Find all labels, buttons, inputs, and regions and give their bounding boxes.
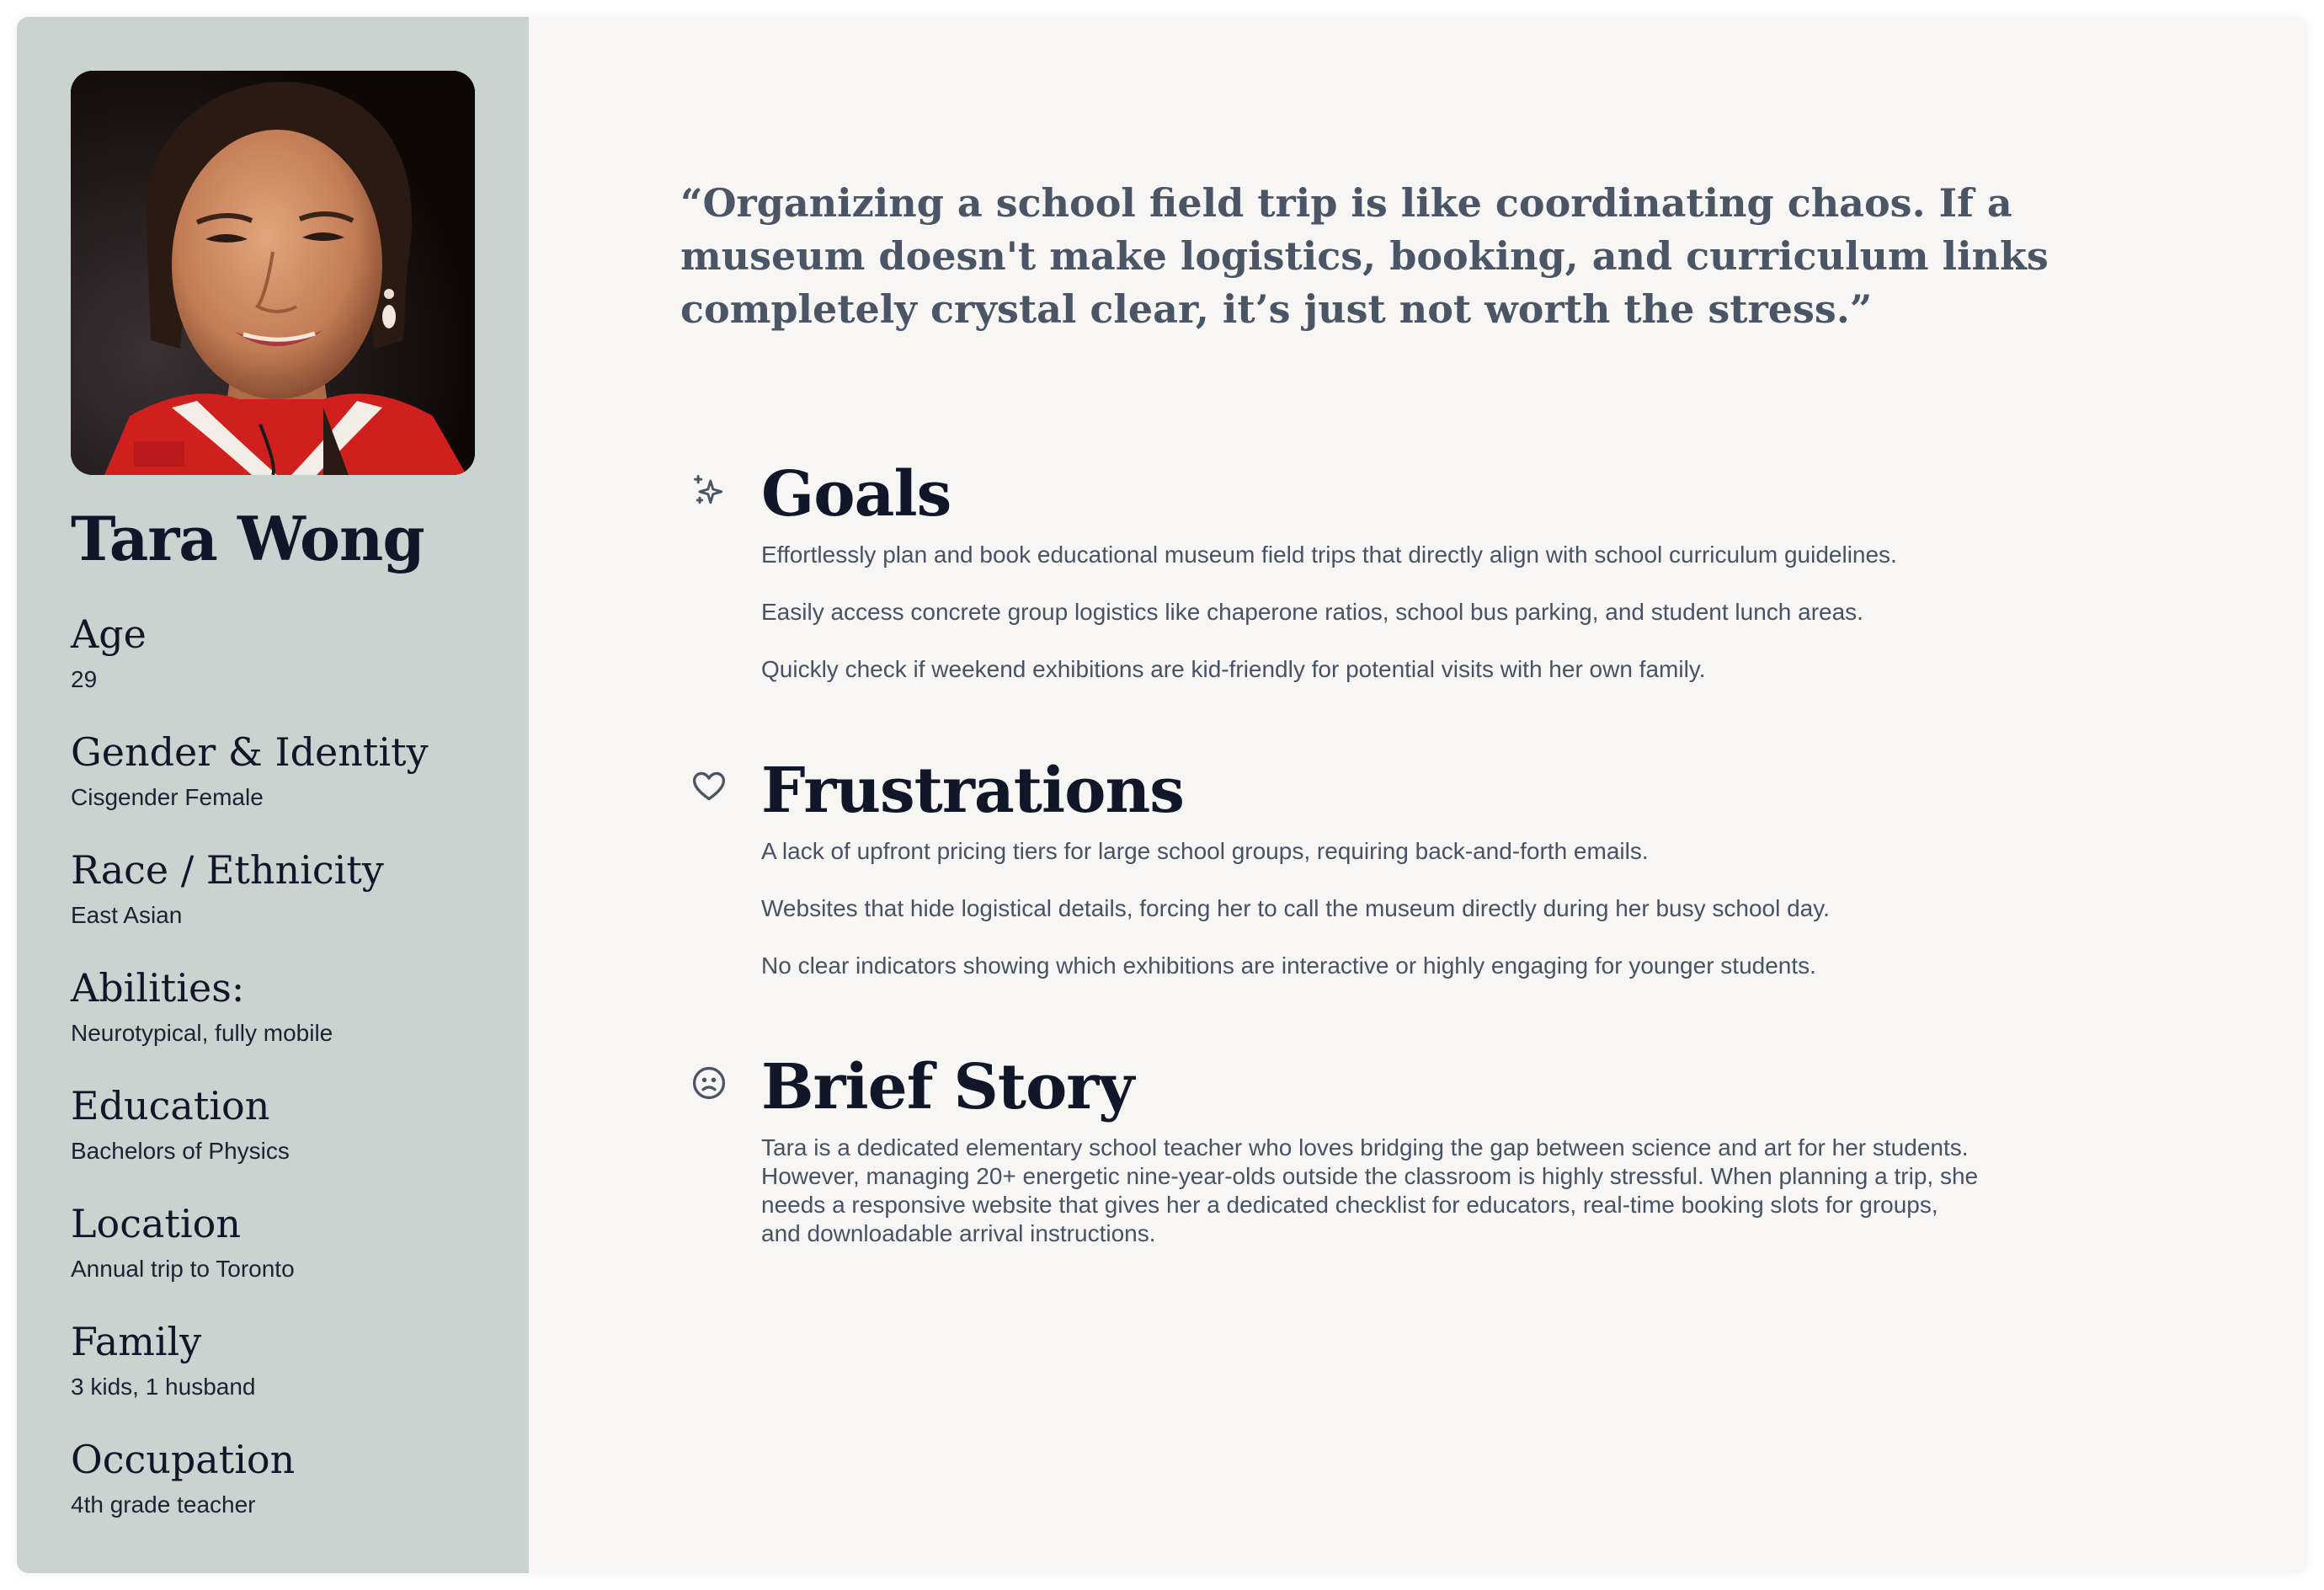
goal-item: Easily access concrete group logistics like chaperone ratios, school bus parking, and student lunch areas. bbox=[761, 599, 1863, 625]
attribute-list bbox=[71, 608, 509, 1551]
attribute-label: Education bbox=[71, 1083, 270, 1128]
attribute-gender-identity bbox=[71, 726, 509, 844]
persona-name: Tara Wong bbox=[71, 503, 424, 574]
attribute-label: Age bbox=[71, 611, 147, 657]
attribute-label: Race / Ethnicity bbox=[71, 847, 384, 893]
persona-photo bbox=[71, 71, 475, 475]
goal-item: Quickly check if weekend exhibitions are kid-friendly for potential visits with her own family. bbox=[761, 656, 1706, 682]
attribute-location bbox=[71, 1198, 509, 1315]
attribute-value: Annual trip to Toronto bbox=[71, 1256, 295, 1282]
attribute-value: 4th grade teacher bbox=[71, 1491, 256, 1518]
attribute-age bbox=[71, 608, 509, 726]
frustrations-list bbox=[761, 837, 2058, 1009]
attribute-race-ethnicity bbox=[71, 844, 509, 962]
attribute-label: Location bbox=[71, 1201, 241, 1246]
brief-story-text: Tara is a dedicated elementary school teacher who loves bridging the gap between science and art for her students. However, managing 20+ energetic nine-year-olds outside the classroom is highly stressful. When planning a trip, she needs a responsive website that gives her a dedicated checklist for educators, real-time booking slots for groups, and downloadable arrival instructions. bbox=[761, 1134, 1979, 1246]
attribute-education bbox=[71, 1080, 509, 1198]
attribute-family bbox=[71, 1315, 509, 1433]
attribute-abilities bbox=[71, 962, 509, 1080]
attribute-value: Cisgender Female bbox=[71, 784, 264, 810]
frustrations-title: Frustrations bbox=[761, 755, 1184, 827]
persona-sidebar bbox=[17, 17, 529, 1573]
attribute-value: 29 bbox=[71, 666, 98, 692]
persona-card bbox=[17, 17, 2307, 1573]
frustration-item: A lack of upfront pricing tiers for large school groups, requiring back-and-forth emails. bbox=[761, 838, 1649, 864]
goals-list bbox=[761, 541, 2058, 712]
frustration-item: Websites that hide logistical details, forcing her to call the museum directly during her busy school day. bbox=[761, 895, 1830, 921]
persona-main bbox=[529, 17, 2307, 1573]
goals-title: Goals bbox=[761, 458, 951, 531]
attribute-occupation bbox=[71, 1433, 509, 1551]
brief-story-title: Brief Story bbox=[761, 1051, 1134, 1123]
attribute-label: Family bbox=[71, 1319, 202, 1364]
attribute-value: 3 kids, 1 husband bbox=[71, 1374, 256, 1400]
heart-icon bbox=[690, 768, 728, 805]
attribute-label: Abilities: bbox=[71, 965, 245, 1011]
attribute-value: East Asian bbox=[71, 902, 183, 928]
persona-quote: “Organizing a school field trip is like coordinating chaos. If a museum doesn't make logistics, booking, and curriculum links completely crystal clear, it’s just not worth the stress.” bbox=[680, 180, 2049, 332]
frustration-item: No clear indicators showing which exhibitions are interactive or highly engaging for younger students. bbox=[761, 952, 1816, 979]
sad-face-icon bbox=[690, 1064, 728, 1102]
brief-story-body bbox=[761, 1134, 2058, 1248]
goal-item: Effortlessly plan and book educational museum field trips that directly align with school curriculum guidelines. bbox=[761, 542, 1897, 568]
attribute-value: Bachelors of Physics bbox=[71, 1138, 290, 1164]
sparkles-icon bbox=[690, 472, 728, 509]
attribute-label: Gender & Identity bbox=[71, 729, 429, 775]
attribute-value: Neurotypical, fully mobile bbox=[71, 1020, 333, 1046]
attribute-label: Occupation bbox=[71, 1437, 296, 1482]
